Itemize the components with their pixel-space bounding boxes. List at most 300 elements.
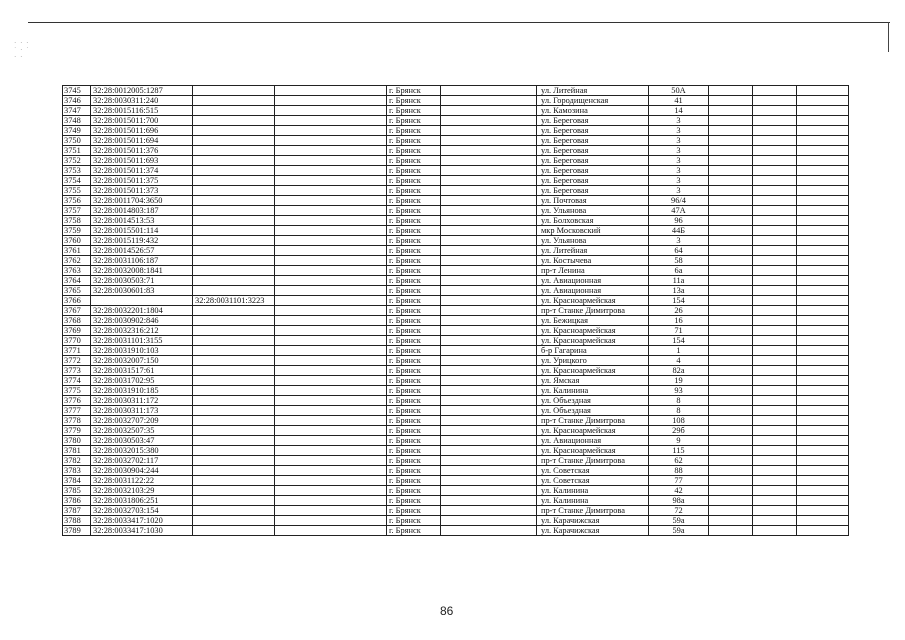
building-cadastral-cell xyxy=(193,146,275,156)
empty-cell xyxy=(797,466,849,476)
empty-cell xyxy=(753,206,797,216)
empty-cell xyxy=(441,146,537,156)
house-number-cell: 3 xyxy=(649,156,709,166)
city-cell: г. Брянск xyxy=(387,496,441,506)
empty-cell xyxy=(753,286,797,296)
building-cadastral-cell xyxy=(193,506,275,516)
empty-cell xyxy=(797,136,849,146)
house-number-cell: 108 xyxy=(649,416,709,426)
house-number-cell: 88 xyxy=(649,466,709,476)
city-cell: г. Брянск xyxy=(387,516,441,526)
empty-cell xyxy=(753,166,797,176)
empty-cell xyxy=(441,396,537,406)
street-cell: ул. Авиационная xyxy=(537,286,649,296)
cadastral-number-cell: 32:28:0014513:53 xyxy=(91,216,193,226)
empty-cell xyxy=(797,216,849,226)
building-cadastral-cell xyxy=(193,486,275,496)
street-cell: ул. Береговая xyxy=(537,116,649,126)
row-number-cell: 3749 xyxy=(63,126,91,136)
empty-cell xyxy=(275,506,387,516)
empty-cell xyxy=(709,176,753,186)
empty-cell xyxy=(753,346,797,356)
empty-cell xyxy=(441,136,537,146)
empty-cell xyxy=(275,146,387,156)
empty-cell xyxy=(753,266,797,276)
row-number-cell: 3778 xyxy=(63,416,91,426)
empty-cell xyxy=(709,166,753,176)
house-number-cell: 62 xyxy=(649,456,709,466)
table-row xyxy=(63,156,849,166)
empty-cell xyxy=(441,276,537,286)
row-number-cell: 3789 xyxy=(63,526,91,536)
cadastral-number-cell: 32:28:0033417:1020 xyxy=(91,516,193,526)
empty-cell xyxy=(441,456,537,466)
scan-page-edge xyxy=(28,22,890,24)
city-cell: г. Брянск xyxy=(387,426,441,436)
empty-cell xyxy=(797,116,849,126)
house-number-cell: 3 xyxy=(649,126,709,136)
empty-cell xyxy=(709,196,753,206)
empty-cell xyxy=(753,156,797,166)
row-number-cell: 3753 xyxy=(63,166,91,176)
table-row xyxy=(63,516,849,526)
empty-cell xyxy=(709,516,753,526)
row-number-cell: 3772 xyxy=(63,356,91,366)
empty-cell xyxy=(441,176,537,186)
city-cell: г. Брянск xyxy=(387,336,441,346)
table-row xyxy=(63,246,849,256)
empty-cell xyxy=(753,416,797,426)
cadastral-number-cell: 32:28:0032008:1841 xyxy=(91,266,193,276)
cadastral-number-cell: 32:28:0031122:22 xyxy=(91,476,193,486)
table-row xyxy=(63,136,849,146)
empty-cell xyxy=(753,146,797,156)
house-number-cell: 9 xyxy=(649,436,709,446)
city-cell: г. Брянск xyxy=(387,306,441,316)
row-number-cell: 3780 xyxy=(63,436,91,446)
house-number-cell: 59а xyxy=(649,516,709,526)
table-row xyxy=(63,276,849,286)
house-number-cell: 3 xyxy=(649,136,709,146)
house-number-cell: 98а xyxy=(649,496,709,506)
building-cadastral-cell xyxy=(193,526,275,536)
house-number-cell: 6а xyxy=(649,266,709,276)
building-cadastral-cell xyxy=(193,516,275,526)
row-number-cell: 3764 xyxy=(63,276,91,286)
city-cell: г. Брянск xyxy=(387,356,441,366)
empty-cell xyxy=(753,396,797,406)
empty-cell xyxy=(797,126,849,136)
page-number: 86 xyxy=(440,604,454,618)
row-number-cell: 3768 xyxy=(63,316,91,326)
table-row xyxy=(63,366,849,376)
building-cadastral-cell xyxy=(193,496,275,506)
table-row xyxy=(63,316,849,326)
cadastral-number-cell: 32:28:0030311:172 xyxy=(91,396,193,406)
row-number-cell: 3784 xyxy=(63,476,91,486)
empty-cell xyxy=(709,376,753,386)
table-row xyxy=(63,466,849,476)
street-cell: ул. Объездная xyxy=(537,396,649,406)
street-cell: ул. Ульянова xyxy=(537,236,649,246)
city-cell: г. Брянск xyxy=(387,156,441,166)
empty-cell xyxy=(441,426,537,436)
empty-cell xyxy=(275,396,387,406)
city-cell: г. Брянск xyxy=(387,116,441,126)
building-cadastral-cell xyxy=(193,336,275,346)
cadastral-number-cell: 32:28:0032702:117 xyxy=(91,456,193,466)
empty-cell xyxy=(441,216,537,226)
empty-cell xyxy=(709,156,753,166)
street-cell: ул. Красноармейская xyxy=(537,446,649,456)
row-number-cell: 3761 xyxy=(63,246,91,256)
empty-cell xyxy=(709,286,753,296)
empty-cell xyxy=(797,366,849,376)
city-cell: г. Брянск xyxy=(387,136,441,146)
empty-cell xyxy=(797,186,849,196)
empty-cell xyxy=(275,376,387,386)
house-number-cell: 13а xyxy=(649,286,709,296)
empty-cell xyxy=(441,366,537,376)
street-cell: ул. Береговая xyxy=(537,146,649,156)
cadastral-number-cell: 32:28:0032007:150 xyxy=(91,356,193,366)
cadastral-number-cell: 32:28:0031806:251 xyxy=(91,496,193,506)
city-cell: г. Брянск xyxy=(387,86,441,96)
scan-page-edge-right xyxy=(888,22,889,52)
empty-cell xyxy=(275,286,387,296)
empty-cell xyxy=(441,126,537,136)
city-cell: г. Брянск xyxy=(387,466,441,476)
empty-cell xyxy=(753,326,797,336)
empty-cell xyxy=(275,196,387,206)
empty-cell xyxy=(753,496,797,506)
row-number-cell: 3783 xyxy=(63,466,91,476)
street-cell: ул. Болховская xyxy=(537,216,649,226)
empty-cell xyxy=(709,486,753,496)
empty-cell xyxy=(441,346,537,356)
empty-cell xyxy=(797,306,849,316)
house-number-cell: 3 xyxy=(649,176,709,186)
empty-cell xyxy=(441,116,537,126)
house-number-cell: 11а xyxy=(649,276,709,286)
empty-cell xyxy=(441,286,537,296)
table-row xyxy=(63,96,849,106)
cadastral-number-cell: 32:28:0030601:83 xyxy=(91,286,193,296)
empty-cell xyxy=(275,366,387,376)
building-cadastral-cell xyxy=(193,186,275,196)
cadastral-number-cell: 32:28:0031910:103 xyxy=(91,346,193,356)
city-cell: г. Брянск xyxy=(387,186,441,196)
cadastral-number-cell: 32:28:0032015:380 xyxy=(91,446,193,456)
cadastral-number-cell: 32:28:0030503:47 xyxy=(91,436,193,446)
empty-cell xyxy=(275,216,387,226)
house-number-cell: 154 xyxy=(649,296,709,306)
street-cell: ул. Почтовая xyxy=(537,196,649,206)
building-cadastral-cell xyxy=(193,456,275,466)
empty-cell xyxy=(753,256,797,266)
empty-cell xyxy=(797,386,849,396)
house-number-cell: 3 xyxy=(649,236,709,246)
empty-cell xyxy=(797,526,849,536)
street-cell: ул. Бежицкая xyxy=(537,316,649,326)
building-cadastral-cell xyxy=(193,156,275,166)
row-number-cell: 3788 xyxy=(63,516,91,526)
table-row xyxy=(63,196,849,206)
table-row xyxy=(63,526,849,536)
empty-cell xyxy=(441,306,537,316)
cadastral-number-cell: 32:28:0015011:694 xyxy=(91,136,193,146)
building-cadastral-cell xyxy=(193,356,275,366)
row-number-cell: 3787 xyxy=(63,506,91,516)
empty-cell xyxy=(441,266,537,276)
street-cell: ул. Красноармейская xyxy=(537,366,649,376)
city-cell: г. Брянск xyxy=(387,506,441,516)
empty-cell xyxy=(753,296,797,306)
row-number-cell: 3765 xyxy=(63,286,91,296)
empty-cell xyxy=(753,126,797,136)
empty-cell xyxy=(709,216,753,226)
house-number-cell: 82а xyxy=(649,366,709,376)
table-row xyxy=(63,226,849,236)
empty-cell xyxy=(709,406,753,416)
row-number-cell: 3776 xyxy=(63,396,91,406)
empty-cell xyxy=(709,146,753,156)
city-cell: г. Брянск xyxy=(387,396,441,406)
empty-cell xyxy=(709,236,753,246)
street-cell: ул. Калинина xyxy=(537,486,649,496)
city-cell: г. Брянск xyxy=(387,256,441,266)
row-number-cell: 3747 xyxy=(63,106,91,116)
empty-cell xyxy=(275,206,387,216)
building-cadastral-cell xyxy=(193,306,275,316)
empty-cell xyxy=(275,326,387,336)
street-cell: ул. Калинина xyxy=(537,496,649,506)
empty-cell xyxy=(753,216,797,226)
street-cell: ул. Карачижская xyxy=(537,526,649,536)
cadastral-number-cell: 32:28:0014526:57 xyxy=(91,246,193,256)
empty-cell xyxy=(441,436,537,446)
building-cadastral-cell xyxy=(193,236,275,246)
city-cell: г. Брянск xyxy=(387,196,441,206)
empty-cell xyxy=(753,436,797,446)
empty-cell xyxy=(709,446,753,456)
empty-cell xyxy=(753,316,797,326)
row-number-cell: 3770 xyxy=(63,336,91,346)
empty-cell xyxy=(797,246,849,256)
empty-cell xyxy=(441,106,537,116)
street-cell: ул. Калинина xyxy=(537,386,649,396)
house-number-cell: 96 xyxy=(649,216,709,226)
empty-cell xyxy=(275,276,387,286)
building-cadastral-cell xyxy=(193,96,275,106)
empty-cell xyxy=(797,336,849,346)
empty-cell xyxy=(441,506,537,516)
empty-cell xyxy=(797,376,849,386)
street-cell: ул. Карачижская xyxy=(537,516,649,526)
building-cadastral-cell xyxy=(193,216,275,226)
house-number-cell: 1 xyxy=(649,346,709,356)
city-cell: г. Брянск xyxy=(387,226,441,236)
cadastral-number-cell: 32:28:0031702:95 xyxy=(91,376,193,386)
empty-cell xyxy=(797,86,849,96)
empty-cell xyxy=(441,516,537,526)
row-number-cell: 3781 xyxy=(63,446,91,456)
empty-cell xyxy=(709,436,753,446)
city-cell: г. Брянск xyxy=(387,376,441,386)
table-body xyxy=(63,86,849,536)
table-row xyxy=(63,426,849,436)
row-number-cell: 3751 xyxy=(63,146,91,156)
house-number-cell: 115 xyxy=(649,446,709,456)
building-cadastral-cell xyxy=(193,406,275,416)
house-number-cell: 3 xyxy=(649,166,709,176)
row-number-cell: 3758 xyxy=(63,216,91,226)
empty-cell xyxy=(275,436,387,446)
empty-cell xyxy=(753,106,797,116)
building-cadastral-cell xyxy=(193,206,275,216)
empty-cell xyxy=(753,236,797,246)
empty-cell xyxy=(275,316,387,326)
empty-cell xyxy=(275,166,387,176)
empty-cell xyxy=(797,476,849,486)
row-number-cell: 3771 xyxy=(63,346,91,356)
empty-cell xyxy=(275,86,387,96)
empty-cell xyxy=(441,386,537,396)
building-cadastral-cell xyxy=(193,476,275,486)
building-cadastral-cell xyxy=(193,256,275,266)
empty-cell xyxy=(441,476,537,486)
street-cell: ул. Объездная xyxy=(537,406,649,416)
empty-cell xyxy=(753,366,797,376)
building-cadastral-cell xyxy=(193,366,275,376)
empty-cell xyxy=(753,516,797,526)
row-number-cell: 3757 xyxy=(63,206,91,216)
empty-cell xyxy=(797,446,849,456)
empty-cell xyxy=(753,406,797,416)
empty-cell xyxy=(275,236,387,246)
cadastral-number-cell: 32:28:0015501:114 xyxy=(91,226,193,236)
table-row xyxy=(63,496,849,506)
empty-cell xyxy=(709,336,753,346)
empty-cell xyxy=(441,406,537,416)
table-row xyxy=(63,126,849,136)
empty-cell xyxy=(797,206,849,216)
house-number-cell: 154 xyxy=(649,336,709,346)
empty-cell xyxy=(441,256,537,266)
empty-cell xyxy=(275,466,387,476)
empty-cell xyxy=(797,166,849,176)
building-cadastral-cell: 32:28:0031101:3223 xyxy=(193,296,275,306)
row-number-cell: 3779 xyxy=(63,426,91,436)
empty-cell xyxy=(709,276,753,286)
street-cell: ул. Береговая xyxy=(537,186,649,196)
empty-cell xyxy=(797,396,849,406)
empty-cell xyxy=(709,206,753,216)
empty-cell xyxy=(709,326,753,336)
street-cell: пр-т Ленина xyxy=(537,266,649,276)
empty-cell xyxy=(275,266,387,276)
street-cell: ул. Береговая xyxy=(537,166,649,176)
city-cell: г. Брянск xyxy=(387,326,441,336)
table-row xyxy=(63,506,849,516)
empty-cell xyxy=(709,506,753,516)
cadastral-number-cell: 32:28:0015011:376 xyxy=(91,146,193,156)
empty-cell xyxy=(709,466,753,476)
city-cell: г. Брянск xyxy=(387,476,441,486)
building-cadastral-cell xyxy=(193,166,275,176)
street-cell: пр-т Станке Димитрова xyxy=(537,416,649,426)
building-cadastral-cell xyxy=(193,226,275,236)
empty-cell xyxy=(709,256,753,266)
row-number-cell: 3777 xyxy=(63,406,91,416)
empty-cell xyxy=(753,356,797,366)
empty-cell xyxy=(797,96,849,106)
city-cell: г. Брянск xyxy=(387,246,441,256)
empty-cell xyxy=(275,256,387,266)
empty-cell xyxy=(797,106,849,116)
empty-cell xyxy=(275,516,387,526)
empty-cell xyxy=(753,176,797,186)
empty-cell xyxy=(797,226,849,236)
row-number-cell: 3748 xyxy=(63,116,91,126)
street-cell: ул. Береговая xyxy=(537,156,649,166)
street-cell: ул. Советская xyxy=(537,466,649,476)
empty-cell xyxy=(275,526,387,536)
empty-cell xyxy=(797,256,849,266)
empty-cell xyxy=(753,226,797,236)
street-cell: б-р Гагарина xyxy=(537,346,649,356)
building-cadastral-cell xyxy=(193,286,275,296)
building-cadastral-cell xyxy=(193,426,275,436)
cadastral-number-cell: 32:28:0032316:212 xyxy=(91,326,193,336)
building-cadastral-cell xyxy=(193,416,275,426)
city-cell: г. Брянск xyxy=(387,176,441,186)
row-number-cell: 3755 xyxy=(63,186,91,196)
street-cell: ул. Авиационная xyxy=(537,436,649,446)
empty-cell xyxy=(275,406,387,416)
house-number-cell: 3 xyxy=(649,186,709,196)
house-number-cell: 3 xyxy=(649,116,709,126)
house-number-cell: 42 xyxy=(649,486,709,496)
empty-cell xyxy=(441,166,537,176)
building-cadastral-cell xyxy=(193,276,275,286)
row-number-cell: 3745 xyxy=(63,86,91,96)
building-cadastral-cell xyxy=(193,316,275,326)
empty-cell xyxy=(441,496,537,506)
row-number-cell: 3769 xyxy=(63,326,91,336)
empty-cell xyxy=(441,206,537,216)
house-number-cell: 58 xyxy=(649,256,709,266)
house-number-cell: 93 xyxy=(649,386,709,396)
empty-cell xyxy=(709,426,753,436)
city-cell: г. Брянск xyxy=(387,206,441,216)
building-cadastral-cell xyxy=(193,196,275,206)
empty-cell xyxy=(753,196,797,206)
cadastral-number-cell: 32:28:0030311:240 xyxy=(91,96,193,106)
cadastral-number-cell: 32:28:0030904:244 xyxy=(91,466,193,476)
table-row xyxy=(63,416,849,426)
city-cell: г. Брянск xyxy=(387,386,441,396)
house-number-cell: 19 xyxy=(649,376,709,386)
empty-cell xyxy=(441,416,537,426)
building-cadastral-cell xyxy=(193,446,275,456)
table-row xyxy=(63,346,849,356)
empty-cell xyxy=(441,196,537,206)
table-row xyxy=(63,86,849,96)
table-row xyxy=(63,306,849,316)
empty-cell xyxy=(753,246,797,256)
cadastral-number-cell: 32:28:0032703:154 xyxy=(91,506,193,516)
